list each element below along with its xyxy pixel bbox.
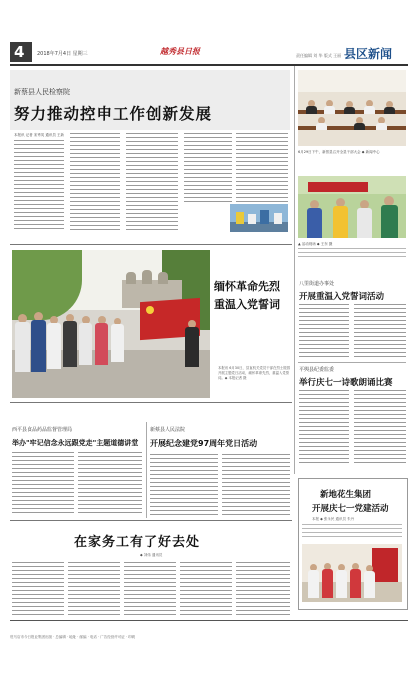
meeting-photo-caption: 6月29日下午，新蔡县召开全县干部大会 ◆ 新闻中心 <box>298 150 380 154</box>
bottom-mid-headline: 开展纪念建党97周年党日活动 <box>150 439 258 448</box>
column-divider-right <box>294 66 295 474</box>
bottom-feature-rule <box>10 520 292 521</box>
right-body-2a <box>299 390 349 464</box>
right-headline-2: 举行庆七一诗歌朗诵比赛 <box>299 378 393 388</box>
bottom-mid-body-a <box>150 454 218 516</box>
lead-body-col3 <box>126 133 178 232</box>
activity-caption-text <box>298 248 406 260</box>
box-body <box>302 524 402 540</box>
lead-byline: 本报讯 记者 宋秀英 通讯员 王新 <box>14 133 64 137</box>
oath-photo <box>12 250 210 398</box>
right-kicker-1: 八里街道办事处 <box>299 281 335 287</box>
header-rule <box>10 64 408 66</box>
bottom-section-rule <box>10 402 292 403</box>
right-body-1b <box>354 304 406 358</box>
right-kicker-2: 平舆县纪委监委 <box>299 367 335 373</box>
feature-caption-text: 本报讯 6月30日，县直机关党员干部在烈士陵园开展主题党日活动，缅怀革命先烈，重温入党誓词。◆ 本报记者 摄 <box>218 366 290 380</box>
feature-headline-2: 重温入党誓词 <box>214 298 280 311</box>
box-photo <box>302 544 402 602</box>
bottom-mid-kicker: 新蔡县人民法院 <box>150 427 186 433</box>
bottom-left-body-a <box>12 452 74 516</box>
section-title: 县区新闻 <box>344 47 393 61</box>
footer-text: 驻马店市今日报业集团出版 · 总编辑 · 地址 · 邮编 · 电话 · 广告经营许可证 · 印刷 <box>10 635 136 639</box>
bottom-feature-col4 <box>180 562 232 616</box>
lead-kicker: 新蔡县人民检察院 <box>14 88 70 96</box>
footer-rule <box>10 620 408 621</box>
feature-headline-1: 缅怀革命先烈 <box>214 280 280 293</box>
right-body-2b <box>354 390 406 464</box>
date-line: 2018年7月4日 星期三 <box>37 51 88 57</box>
lead-body-col1 <box>14 140 64 232</box>
page-number-text: 4 <box>14 43 25 61</box>
lead-body-col5 <box>236 133 288 203</box>
activity-photo-caption: ▲ 活动现场 ◆ 王东 摄 <box>298 242 333 246</box>
bottom-left-kicker: 西平县食品药品监督管理局 <box>12 427 73 433</box>
bottom-mid-body-b <box>222 454 290 516</box>
bottom-feature-headline: 在家务工有了好去处 <box>74 535 201 550</box>
right-mid-rule <box>298 362 406 363</box>
bottom-feature-col1 <box>12 562 64 616</box>
lead-body-col4 <box>184 133 232 203</box>
box-headline-2: 开展庆七一党建活动 <box>312 504 389 514</box>
footer <box>10 623 408 639</box>
meeting-photo <box>298 70 406 146</box>
page-header <box>10 42 408 64</box>
masthead: 越秀县日报 <box>160 46 200 56</box>
activity-photo <box>298 176 406 238</box>
bottom-feature-byline: ◆ 刘伟 通讯员 <box>140 553 163 557</box>
right-body-1a <box>299 304 349 358</box>
bottom-feature-col2 <box>68 562 120 616</box>
bottom-divider <box>146 422 147 518</box>
bottom-left-body-b <box>78 452 142 516</box>
feature-caption <box>218 366 290 396</box>
lead-photo <box>230 204 288 232</box>
box-byline: 本报 ◆ 张永民 通讯员 朱丹 <box>312 517 355 521</box>
lead-headline: 努力推动控申工作创新发展 <box>14 105 213 123</box>
right-headline-1: 开展重温入党誓词活动 <box>299 292 385 302</box>
box-headline-1: 新地花生集团 <box>320 490 372 500</box>
section-small: 责任编辑 刘 华 版式 王丽 <box>296 53 342 58</box>
lead-body-col2 <box>70 133 120 232</box>
bottom-feature-col3 <box>124 562 176 616</box>
feature-top-rule <box>10 244 292 245</box>
bottom-feature-col5 <box>236 562 290 616</box>
bottom-left-headline: 举办"牢记信念永远跟党走"主题道德讲堂 <box>12 439 139 447</box>
